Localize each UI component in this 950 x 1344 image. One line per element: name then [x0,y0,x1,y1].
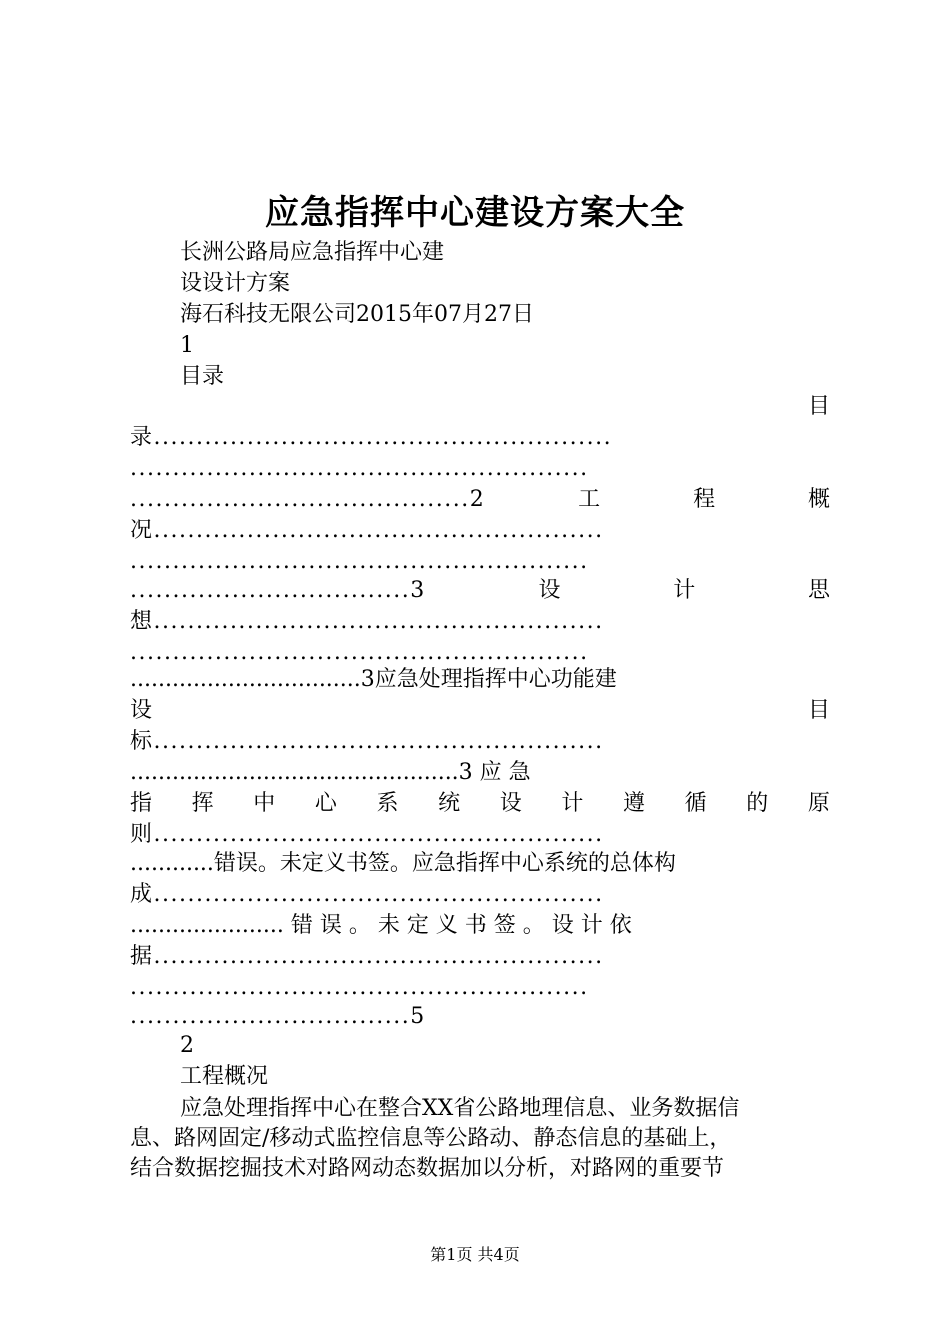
toc-line: 目 [807,394,830,419]
toc-line[interactable]: ...................................................... [130,640,589,665]
toc-char: 计 [561,791,584,816]
body-paragraph-line: 应急处理指挥中心在整合XX省公路地理信息、业务数据信 [180,1096,740,1121]
toc-char: 统 [438,791,461,816]
toc-char: 计 [673,578,696,603]
cover-line-2: 设设计方案 [180,271,291,296]
toc-line[interactable]: ...................................................... [130,549,589,574]
toc-entry-principles[interactable] [130,788,830,819]
toc-line[interactable]: ...................................................... [130,975,589,1000]
toc-line[interactable]: 成..................................................... [130,882,604,907]
toc-line[interactable]: ...................... 错 误 。 未 定 义 书 签 。 设 计 依 [130,913,632,938]
page-footer: 第1页 共4页 [430,1245,520,1264]
toc-leader: .................................3 [130,578,426,603]
toc-char: 思 [807,578,830,603]
toc-line[interactable]: .................................3应急处理指挥中心功能建 [130,667,617,692]
section-page-number: 2 [180,1033,194,1058]
toc-line[interactable]: ...............................................3 应 急 [130,760,531,785]
cover-page-number: 1 [180,333,194,358]
toc-char: 原 [807,791,830,816]
toc-line[interactable]: 况..................................................... [130,518,604,543]
toc-line[interactable]: ............错误。未定义书签。应急指挥中心系统的总体构 [130,851,676,876]
document-title: 应急指挥中心建设方案大全 [265,193,685,233]
toc-line[interactable]: 据..................................................... [130,944,604,969]
toc-char: 的 [746,791,769,816]
toc-heading: 目录 [180,364,225,389]
cover-line-3: 海石科技无限公司2015年07月27日 [180,302,534,327]
toc-char: 程 [693,487,716,512]
body-paragraph-line: 结合数据挖掘技术对路网动态数据加以分析，对路网的重要节 [130,1156,725,1181]
toc-char: 指 [130,791,153,816]
toc-entry-design-thought[interactable] [130,575,830,606]
cover-line-1: 长洲公路局应急指挥中心建 [180,240,445,265]
toc-char: 工 [578,487,601,512]
toc-char: 设 [499,791,522,816]
toc-line[interactable]: 想..................................................... [130,609,604,634]
toc-char: 中 [253,791,276,816]
toc-line[interactable]: 则..................................................... [130,822,604,847]
toc-line[interactable]: .................................5 [130,1004,426,1029]
toc-char: 循 [684,791,707,816]
toc-char: 心 [314,791,337,816]
toc-leader: ........................................2 [130,487,486,512]
toc-line[interactable]: 标..................................................... [130,729,604,754]
toc-line[interactable]: ...................................................... [130,456,589,481]
body-paragraph-line: 息、路网固定/移动式监控信息等公路动、静态信息的基础上， [130,1126,732,1151]
section-heading: 工程概况 [180,1064,269,1089]
toc-char: 遵 [623,791,646,816]
toc-line[interactable]: 录...................................................... [130,425,613,450]
toc-char: 系 [376,791,399,816]
toc-char: 目 [807,698,830,723]
toc-char: 概 [807,487,830,512]
toc-char: 设 [538,578,561,603]
toc-entry-overview[interactable] [130,484,830,515]
toc-char: 设 [130,698,153,723]
toc-char: 挥 [191,791,214,816]
toc-line[interactable] [130,695,830,726]
